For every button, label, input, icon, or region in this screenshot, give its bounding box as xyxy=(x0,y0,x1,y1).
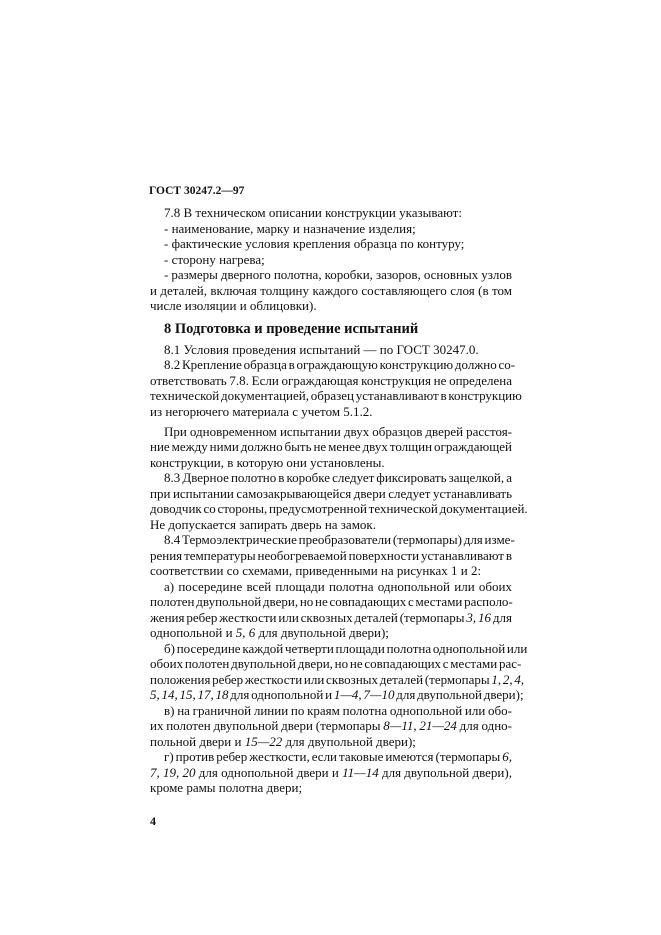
text-segment: для xyxy=(491,609,513,625)
text-segment: - сторону нагрева; xyxy=(164,251,265,267)
text-segment: 8.1 Условия проведения испытаний — по ГОСТ 30247.0. xyxy=(164,341,479,357)
text-segment: 11—14 xyxy=(342,764,379,780)
text-line xyxy=(150,765,512,781)
text-segment: жения ребер жесткости или сквозных деталей (термопары xyxy=(150,609,467,625)
text-line xyxy=(150,703,512,719)
text-segment: и деталей, включая толщину каждого составляющего слоя (в том xyxy=(150,282,513,298)
text-segment: 1, 2, 4, xyxy=(491,671,525,687)
text-line xyxy=(150,548,512,564)
text-line xyxy=(150,563,512,579)
text-segment: доводчик со стороны, предусмотренной технической документацией. xyxy=(150,501,528,516)
text-line xyxy=(150,236,512,252)
text-line xyxy=(150,532,515,548)
text-segment: 1—4, 7—10 xyxy=(333,687,395,702)
text-segment: 15—22 xyxy=(244,733,283,749)
text-segment: для одно- xyxy=(456,718,513,733)
text-segment: 8.2 Крепление образца в ограждающую конструкцию должно со- xyxy=(164,357,516,372)
text-line xyxy=(150,640,528,657)
text-segment: их полотен двупольной двери (термопары xyxy=(150,718,384,733)
text-segment: ние между ними должно быть не менее двух толщин ограждающей xyxy=(150,439,512,454)
text-segment: 7.8 В техническом описании конструкции указывают: xyxy=(164,205,462,220)
text-segment: обоих полотен двупольной двери, но не совпадающих с местами рас- xyxy=(150,656,522,671)
text-line xyxy=(150,404,512,420)
text-segment: из негорючего материала с учетом 5.1.2. xyxy=(150,403,373,419)
text-line xyxy=(150,687,524,703)
page-number: 4 xyxy=(150,813,156,828)
text-segment: 6, xyxy=(502,749,513,764)
text-segment: при испытании самозакрывающейся двери следует устанавливать xyxy=(150,485,513,501)
text-segment: кроме рамы полотна двери; xyxy=(150,780,303,795)
text-segment: полотен двупольной двери, но не совпадающих с местами располо- xyxy=(150,594,513,609)
text-line xyxy=(150,424,512,440)
text-line xyxy=(150,734,512,750)
text-segment: При одновременном испытании двух образцов дверей расстоя- xyxy=(164,423,513,439)
text-segment: для двупольной двери); xyxy=(255,625,389,640)
text-line xyxy=(150,749,512,765)
text-line xyxy=(150,517,512,533)
text-line xyxy=(150,373,512,389)
text-line xyxy=(150,342,512,358)
document-header: ГОСТ 30247.2—97 xyxy=(149,185,245,197)
body-text xyxy=(150,205,528,828)
section-heading: 8 Подготовка и проведение испытаний xyxy=(164,320,419,337)
text-segment: для однопольной и xyxy=(228,687,334,702)
text-segment: однопольной и xyxy=(150,625,236,640)
text-line xyxy=(150,671,525,688)
text-segment: Не допускается запирать дверь на замок. xyxy=(150,516,376,532)
text-segment: для двупольной двери); xyxy=(282,733,416,749)
text-line xyxy=(150,470,512,486)
text-line xyxy=(150,718,512,734)
text-segment: 8—11, 21—24 xyxy=(383,718,457,733)
text-line xyxy=(150,283,512,299)
text-segment: 7, 19, 20 xyxy=(150,764,196,780)
text-segment: - фактические условия крепления образца по контуру; xyxy=(164,236,465,251)
text-line xyxy=(150,656,522,672)
text-line xyxy=(150,439,512,455)
text-segment: 5, 14, 15, 17, 18 xyxy=(150,687,229,702)
text-line xyxy=(150,252,512,268)
text-segment: г) против ребер жесткости, если таковые имеются (термопары xyxy=(164,749,503,764)
text-segment: числе изоляции и облицовки). xyxy=(150,298,317,313)
text-segment: - размеры дверного полотна, коробки, зазоров, основных узлов xyxy=(164,267,513,282)
text-segment: польной двери и xyxy=(150,733,245,749)
text-line xyxy=(150,455,512,471)
text-line xyxy=(150,221,512,237)
text-segment: соответствии со схемами, приведенными на рисунках 1 и 2: xyxy=(150,563,482,578)
text-segment: технической документацией, образец устанавливают в конструкцию xyxy=(150,388,522,403)
text-line xyxy=(150,486,512,502)
text-segment: - наименование, марку и назначение изделия; xyxy=(164,220,416,236)
text-segment: 5, 6 xyxy=(235,625,256,640)
text-line xyxy=(150,267,512,283)
text-segment: конструкции, в которую они установлены. xyxy=(150,454,385,470)
text-segment: в) на граничной линии по краям полотна однопольной или обо- xyxy=(164,702,512,718)
text-segment: 3, 16 xyxy=(466,609,492,625)
text-segment: 8.4 Термоэлектрические преобразователи (термопары) для изме- xyxy=(164,532,515,547)
text-line xyxy=(150,625,512,641)
text-line xyxy=(150,298,512,314)
text-line xyxy=(150,357,516,373)
text-segment: б) посередине каждой четверти площади полотна однопольной или xyxy=(164,640,528,656)
text-segment: рения температуры необогреваемой поверхности устанавливают в xyxy=(150,547,512,563)
text-line xyxy=(150,501,528,517)
text-segment: положения ребер жесткости или сквозных деталей (термопары xyxy=(150,671,492,687)
text-line xyxy=(150,780,512,796)
text-segment: для двупольной двери), xyxy=(378,764,512,780)
text-segment: для однопольной двери и xyxy=(195,764,343,780)
text-segment: для двупольной двери); xyxy=(394,687,524,702)
text-segment: 8.3 Дверное полотно в коробке следует фиксировать защелкой, а xyxy=(164,470,512,485)
text-line xyxy=(150,610,512,626)
text-line xyxy=(150,594,512,610)
text-segment: ответствовать 7.8. Если ограждающая конструкция не определена xyxy=(150,372,513,388)
text-line xyxy=(150,388,522,404)
text-segment: а) посередине всей площади полотна однопольной или обоих xyxy=(164,578,512,594)
text-line xyxy=(150,205,512,221)
text-line xyxy=(150,579,512,595)
